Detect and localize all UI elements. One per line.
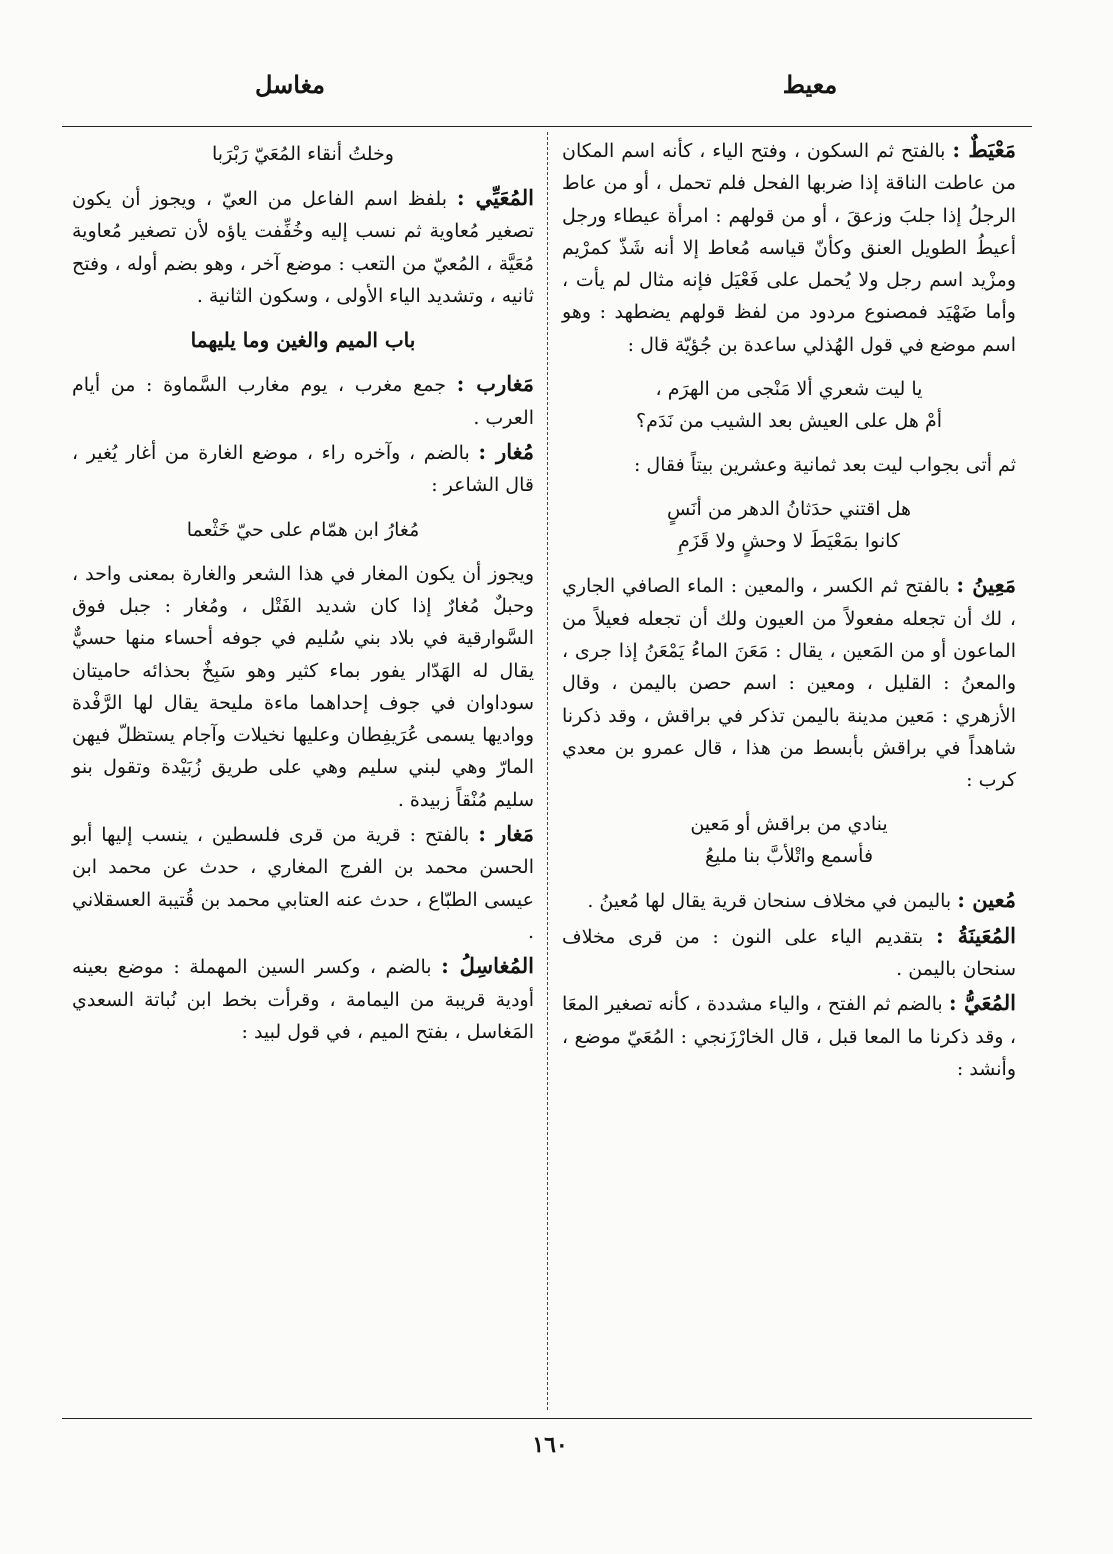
entry-almaghasil [72, 950, 534, 1048]
entry-maghar [72, 818, 534, 948]
verse [562, 808, 1016, 872]
entry-almuaynah [562, 920, 1016, 986]
entry-maghareb [72, 368, 534, 434]
entry-text: بلفظ اسم الفاعل من العيّ ، ويجوز أن يكون تصغير مُعاوية ثم نسب إليه وخُفِّفت ياؤه لأن تصغير مُعاوية مُعَيَّة ، المُعيّ من التعب : موضع آخر ، وهو بضم أوله ، وفتح ثانيه ، وتشديد الياء الأولى ، وسكون الثانية . [72, 188, 534, 307]
running-header-right: معيط [782, 70, 838, 99]
headword: مُغار : [478, 439, 535, 465]
verse [562, 373, 1016, 437]
headword: مَغار : [478, 821, 534, 847]
entry-mueen [562, 884, 1016, 917]
headword: مَعْيَطٌ : [952, 137, 1016, 162]
entry-mughar [72, 436, 534, 502]
page-number: ١٦٠ [532, 1432, 568, 1458]
entry-text: باليمن في مخلاف سنحان قرية يقال لها مُعينُ . [587, 890, 952, 913]
entry-maayt [562, 134, 1016, 361]
headword: المُغاسِلُ : [441, 953, 534, 979]
headword: مَعِينُ : [956, 572, 1017, 598]
verse-line: أمْ هل على العيش بعد الشيب من نَدَم؟ [636, 410, 942, 433]
verse-line: كانوا بمَعْيَطَ لا وحشٍ ولا قَزَمِ [678, 530, 900, 553]
chapter-heading: باب الميم والغين وما يليهما [190, 328, 416, 353]
verse-line: ينادي من براقش أو مَعين [690, 813, 888, 836]
verse [562, 493, 1016, 557]
verse-line: وخلتُ أنقاء المُعَيّ رَبْرَبا [212, 143, 394, 165]
entry-text: بالفتح : قرية من قرى فلسطين ، ينسب إليها أبو الحسن محمد بن الفرج المغاري ، حدث عن محمد ابن عيسى الطبّاع ، حدث عنه العتابي محمد بن قُتيبة العسقلاني . [72, 824, 534, 943]
entry-almuay [562, 987, 1016, 1085]
verse-line: يا ليت شعري ألا مَنْجى من الهرَم ، [655, 378, 923, 401]
headword: المُعَينَةُ : [935, 922, 1017, 948]
entry-text: بالضم ، وآخره راء ، موضع الغارة من أغار يُغير ، قال الشاعر : [72, 442, 534, 497]
headword: مُعين : [957, 887, 1016, 913]
verse [72, 138, 534, 170]
verse-line: مُغارُ ابن همّام على حيّ خَثْعما [186, 518, 420, 541]
entry-almuaybi [72, 182, 534, 312]
column-divider [547, 132, 548, 1410]
verse-line: فأسمع واتْلأبَّ بنا مليعُ [704, 845, 874, 868]
entry-text: بالضم ثم الفتح ، والياء مشددة ، كأنه تصغير المعَا ، وقد ذكرنا ما المعا قبل ، قال الخارْزَنجي : المُعَيّ موضع ، وأنشد : [562, 993, 1016, 1080]
headword: المُعَيُّ : [948, 990, 1017, 1016]
verse [72, 514, 534, 546]
entry-text: بالفتح ثم السكون ، وفتح الياء ، كأنه اسم المكان من عاطت الناقة إذا ضربها الفحل فلم تحمل ، أو من عاط الرجلُ إذا جلبَ وزعقَ ، أو من قولهم : امرأة عيطاء ورجل أعيطُ الطويل العنق وكأنّ قياسه مُعاط إلا أنه شَذّ كمرْيم ومزْيد اسم رجل ولا يُحمل على فَعْيَل فإنه مثال لم يأت ، وأما ضَهْيَد فمصنوع مردود من لفظ قولهم يضطهد : وهو اسم موضع في قول الهُذلي ساعدة بن جُؤيّة قال : [562, 140, 1016, 356]
right-column [562, 134, 1016, 1087]
running-header-left: مغاسل [254, 70, 326, 99]
verse-line: هل اقتني حدَثانُ الدهر من أنَسٍ [667, 498, 911, 521]
headword: مَغارب : [456, 371, 534, 397]
headword: المُعَيِّي : [456, 185, 534, 210]
entry-continuation: ويجوز أن يكون المغار في هذا الشعر والغارة بمعنى واحد ، وحبلٌ مُغارٌ إذا كان شديد الفَتْل ، ومُغار : جبل فوق السَّوارقية في بلاد بني سُليم في جوفه أحساء منها حسيٌّ يقال له الهَدّار يفور بماء كثير وهو سَبِخٌ بحذائه حاميتان سوداوان في جوف إحداهما ماءة مليحة يقال لها الرَّفْدة وواديها يسمى عُرَيفِطان وعليها نخيلات وآجام يستظلّ فيهن المارّ وهي لبني سليم وهي على طريق زُبَيْدة وتقول بنو سليم مُنْقاً زبيدة . [72, 562, 534, 811]
entry-continuation: ثم أتى بجواب ليت بعد ثمانية وعشرين بيتاً فقال : [633, 454, 1016, 477]
entry-text: بالفتح ثم الكسر ، والمعين : الماء الصافي الجاري ، لك أن تجعله مفعولاً من العيون ولك أن تجعله فعيلاً من الماعون أو من المَعين ، يقال : مَعَنَ الماءُ يَمْعَنُ إذا جرى ، والمعنُ : القليل ، ومعين : اسم حصن باليمن ، وقال الأزهري : مَعين مدينة باليمن تذكر في براقش ، وقد ذكرنا شاهداً في براقش بأبسط من هذا ، قال عمرو بن معدي كرب : [562, 575, 1016, 792]
entry-text: بتقديم الياء على النون : من قرى مخلاف سنحان باليمن . [562, 925, 1016, 981]
left-column [72, 134, 534, 1050]
entry-text: جمع مغرب ، يوم مغارب السَّماوة : من أيام العرب . [72, 374, 534, 429]
entry-text: بالضم ، وكسر السين المهملة : موضع بعينه أودية قريبة من اليمامة ، وقرأت بخط ابن نُباتة السعدي المَغاسل ، بفتح الميم ، في قول لبيد : [72, 956, 534, 1043]
top-rule [62, 126, 1032, 127]
entry-maeen [562, 569, 1016, 796]
bottom-rule [62, 1418, 1032, 1419]
